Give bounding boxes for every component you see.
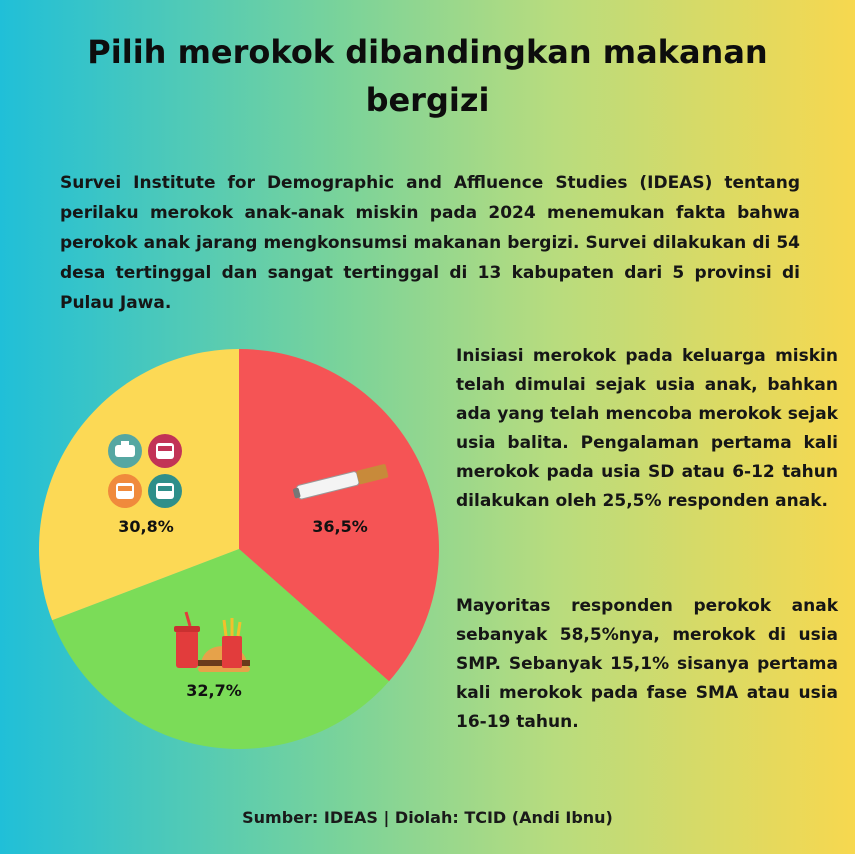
slice-label-yellow: 30,8% xyxy=(118,517,174,536)
source-credit: Sumber: IDEAS | Diolah: TCID (Andi Ibnu) xyxy=(242,808,613,827)
slice-label-green: 32,7% xyxy=(186,681,242,700)
intro-paragraph: Survei Institute for Demographic and Affluence Studies (IDEAS) tentang perilaku merokok anak-anak miskin pada 2024 menemukan fakta bahwa perokok anak jarang mengkonsumsi makanan bergizi. Survei dilakukan di 54 desa tertinggal dan sangat tertinggal di 13 kabupaten dari 5 provinsi di Pulau Jawa. xyxy=(60,173,800,313)
paragraph-initiation: Inisiasi merokok pada keluarga miskin telah dimulai sejak usia anak, bahkan ada yang telah mencoba merokok sejak usia balita. Pengalaman pertama kali merokok pada usia SD atau 6-12 tahun dilakukan oleh 25,5% responden anak. xyxy=(456,346,838,511)
page-title: Pilih merokok dibandingkan makanan bergizi xyxy=(87,33,768,119)
pie-chart xyxy=(36,346,442,752)
paragraph-majority: Mayoritas responden perokok anak sebanyak 58,5%nya, merokok di usia SMP. Sebanyak 15,1% sisanya pertama kali merokok pada fase SMA atau usia 16-19 tahun. xyxy=(456,596,838,732)
bus-icon xyxy=(148,434,182,468)
van-icon xyxy=(108,474,142,508)
slice-label-red: 36,5% xyxy=(312,517,368,536)
taxi-icon xyxy=(108,434,142,468)
truck-icon xyxy=(148,474,182,508)
